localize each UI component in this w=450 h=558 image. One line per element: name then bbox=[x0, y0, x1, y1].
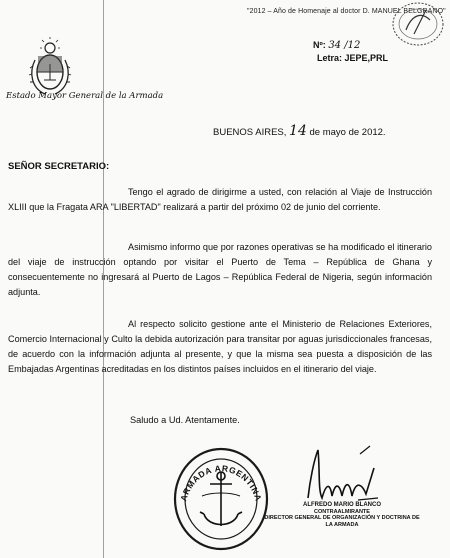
place-prefix: BUENOS AIRES, bbox=[213, 127, 287, 138]
place-and-date bbox=[213, 123, 386, 139]
document-number bbox=[313, 40, 360, 51]
year-header: "2012 – Año de Homenaje al doctor D. MANUEL BELGRANO" bbox=[247, 8, 446, 15]
paragraph-1 bbox=[8, 185, 432, 215]
number-label: Nº: bbox=[313, 40, 326, 50]
salutation: SEÑOR SECRETARIO: bbox=[8, 161, 110, 172]
place-suffix: de mayo de 2012. bbox=[309, 127, 386, 138]
paragraph-2 bbox=[8, 240, 432, 300]
paragraph-1-text: Tengo el agrado de dirigirme a usted, con relación al Viaje de Instrucción XLIII que la Fragata ARA "LIBERTAD" realizará a partir del próximo 02 de junio del corriente. bbox=[8, 187, 432, 212]
signatory-block bbox=[262, 502, 422, 528]
handwritten-day: 14 bbox=[289, 123, 307, 139]
signatory-name: ALFREDO MARIO BLANCO bbox=[303, 502, 381, 508]
navy-seal-stamp bbox=[172, 446, 270, 552]
handwritten-signature bbox=[300, 440, 380, 510]
seal-text: ARMADA ARGENTINA bbox=[178, 463, 264, 503]
paragraph-2-text: Asimismo informo que por razones operativas se ha modificado el itinerario del viaje de instrucción optando por visitar el Puerto de Tema – República de Ghana y consecuentemente no ingresará al Puerto de Lagos – República Federal de Nigeria, según información adjunta. bbox=[8, 242, 432, 297]
number-value: 34 /12 bbox=[328, 40, 361, 51]
received-stamp bbox=[388, 0, 446, 50]
signatory-title: DIRECTOR GENERAL DE ORGANIZACIÓN Y DOCTRINA DE LA ARMADA bbox=[264, 515, 420, 528]
paragraph-3-text: Al respecto solicito gestione ante el Ministerio de Relaciones Exteriores, Comercio Internacional y Culto la debida autorización para transitar por aguas jurisdiccionales francesas, de acuerdo con la información adjunta al presente, y que la misma sea puesta a disposición de las Embajadas Argentinas acreditadas en los distintos países incluidos en el itinerario del viaje. bbox=[8, 319, 432, 374]
department-name: Estado Mayor General de la Armada bbox=[6, 91, 164, 101]
paragraph-3 bbox=[8, 317, 432, 377]
closing: Saludo a Ud. Atentamente. bbox=[130, 415, 240, 425]
letter-reference: Letra: JEPE,PRL bbox=[317, 53, 389, 63]
signatory-rank: CONTRAALMIRANTE bbox=[314, 508, 370, 515]
